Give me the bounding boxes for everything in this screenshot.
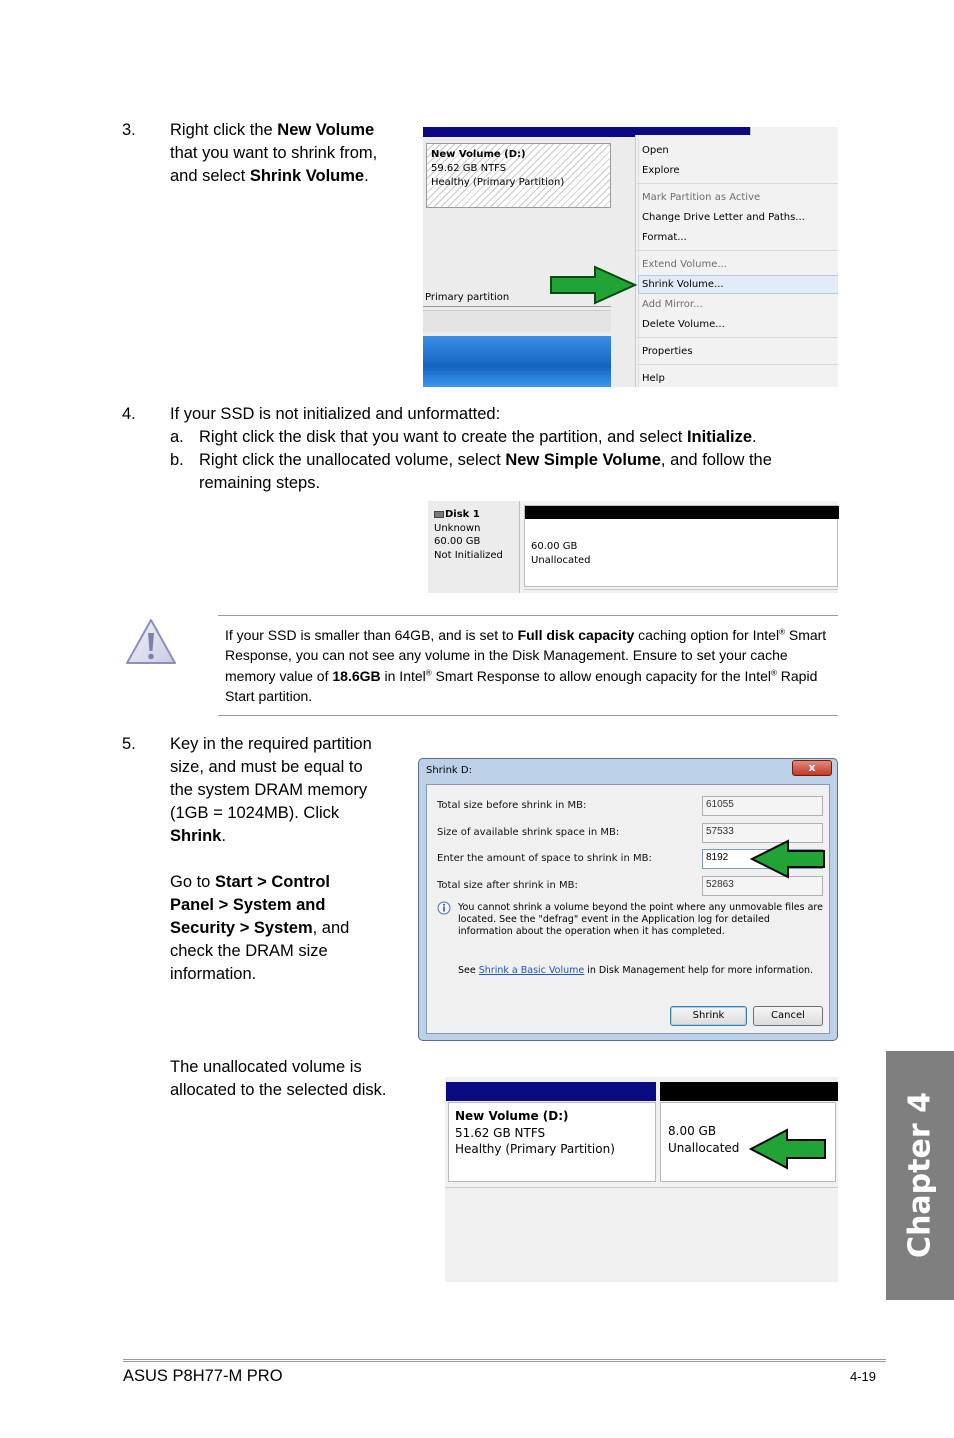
volume-status: Healthy (Primary Partition) xyxy=(431,177,565,188)
menu-shrink-volume[interactable]: Shrink Volume... xyxy=(642,279,724,290)
note-t2: caching option for Intel xyxy=(634,627,780,643)
step-4a-bold-initialize: Initialize xyxy=(686,428,753,446)
menu-open[interactable]: Open xyxy=(642,145,669,156)
legend-primary-partition: Primary partition xyxy=(425,292,510,303)
step-5-text1-end: . xyxy=(221,827,226,845)
dialog-info-text: You cannot shrink a volume beyond the point where any unmovable files are located. See the "defrag" event in the Application log for detailed information about the operation when it has completed. xyxy=(458,902,823,937)
green-arrow-left-icon xyxy=(749,1128,827,1170)
menu-delete-volume[interactable]: Delete Volume... xyxy=(642,319,725,330)
step-3-bold-new-volume: New Volume xyxy=(277,121,375,139)
step-4a-letter: a. xyxy=(170,428,184,446)
note-t6: Rapid Start partition. xyxy=(225,667,818,704)
step-4b-end: , and follow the remaining steps. xyxy=(199,451,772,492)
dialog-close-button[interactable]: x xyxy=(792,760,832,776)
space-size: 60.00 GB xyxy=(531,541,578,552)
note-t1: If your SSD is smaller than 64GB, and is set to xyxy=(225,627,518,643)
volume-header-bar xyxy=(446,1082,656,1101)
footer-rule xyxy=(123,1359,886,1362)
screenshot-context-menu xyxy=(423,127,838,387)
dialog-see-help xyxy=(458,965,813,976)
disk-icon xyxy=(434,511,444,518)
context-menu xyxy=(635,135,838,387)
step-4b-pre: Right click the unallocated volume, select xyxy=(199,451,506,469)
step-5-text2-pre: Go to xyxy=(170,873,215,891)
space-status: Unallocated xyxy=(531,555,591,566)
step-3-text-mid: that you want to shrink from, and select xyxy=(170,144,378,185)
step-5-number: 5. xyxy=(122,735,136,753)
note-top-rule xyxy=(218,615,838,616)
menu-separator xyxy=(636,183,838,184)
legend-strip xyxy=(423,310,611,332)
menu-separator xyxy=(636,250,838,251)
registered-mark: ® xyxy=(770,667,777,677)
dialog-title: Shrink D: xyxy=(426,765,472,776)
note-bold-18-6gb: 18.6GB xyxy=(332,667,381,684)
unallocated-space-block[interactable] xyxy=(524,505,838,587)
bottom-line xyxy=(524,589,838,590)
volume-name: New Volume (D:) xyxy=(455,1109,569,1123)
label-available-shrink: Size of available shrink space in MB: xyxy=(437,827,620,838)
screenshot-disk-not-initialized xyxy=(428,501,838,593)
note-t3: Smart Response, you can not see any volume in the Disk Management. Ensure to set your cache memory value of xyxy=(225,627,827,684)
step-5-text1: Key in the required partition size, and must be equal to the system DRAM memory (1GB = 1024MB). Click xyxy=(170,735,372,822)
disk-size: 60.00 GB xyxy=(434,536,481,547)
shrink-basic-volume-link[interactable]: Shrink a Basic Volume xyxy=(478,965,585,976)
volume-size: 59.62 GB NTFS xyxy=(431,163,507,174)
menu-separator xyxy=(636,337,838,338)
chapter-tab xyxy=(886,1051,954,1300)
space-size: 8.00 GB xyxy=(668,1124,717,1138)
note-text xyxy=(225,625,837,706)
step-3-text-end: . xyxy=(364,167,369,185)
new-volume-partition[interactable] xyxy=(426,143,611,208)
step-5-dram-text xyxy=(170,871,375,986)
step-5-bold-shrink: Shrink xyxy=(170,827,222,845)
note-t5: Smart Response to allow enough capacity for the Intel xyxy=(431,667,771,684)
menu-mark-partition-active: Mark Partition as Active xyxy=(642,192,761,203)
info-icon xyxy=(437,901,451,920)
step-3-bold-shrink-volume: Shrink Volume xyxy=(249,167,365,185)
volume-status: Healthy (Primary Partition) xyxy=(455,1142,615,1156)
menu-separator xyxy=(636,364,838,365)
taskbar-blue xyxy=(423,336,611,387)
disk-status: Not Initialized xyxy=(434,549,503,561)
disk-label-row xyxy=(434,508,503,522)
step-5-bold-path: Start > Control Panel > System and Security > System xyxy=(170,873,331,937)
disk-type: Unknown xyxy=(434,522,481,534)
step-4-text: If your SSD is not initialized and unformatted: xyxy=(170,405,501,423)
warning-icon xyxy=(124,617,178,672)
menu-extend-volume: Extend Volume... xyxy=(642,259,727,270)
unallocated-header-bar xyxy=(525,506,839,519)
step-3-text xyxy=(170,119,395,188)
unallocated-header-bar xyxy=(660,1082,838,1101)
see-pre: See xyxy=(458,965,479,976)
step-3-number: 3. xyxy=(122,121,136,139)
field-total-after: 52863 xyxy=(702,876,823,896)
dialog-body xyxy=(426,784,830,1034)
label-total-after: Total size after shrink in MB: xyxy=(437,880,578,891)
menu-add-mirror: Add Mirror... xyxy=(642,299,703,310)
step-4b-bold-new-simple-volume: New Simple Volume xyxy=(505,451,661,469)
shrink-dialog xyxy=(418,758,838,1041)
footer-page-number: 4-19 xyxy=(850,1369,877,1384)
footer-product-name: ASUS P8H77-M PRO xyxy=(123,1367,283,1385)
menu-change-drive-letter[interactable]: Change Drive Letter and Paths... xyxy=(642,212,805,223)
label-total-before: Total size before shrink in MB: xyxy=(437,800,587,811)
note-bottom-rule xyxy=(218,715,838,716)
disk-name: Disk 1 xyxy=(445,509,480,520)
step-4a-end: . xyxy=(752,428,757,446)
registered-mark: ® xyxy=(779,627,785,637)
step-4-number: 4. xyxy=(122,405,136,423)
shrink-button[interactable]: Shrink xyxy=(670,1006,747,1026)
screenshot-after-shrink xyxy=(445,1077,838,1282)
input-amount-to-shrink[interactable]: 8192 xyxy=(702,849,823,869)
divider-line xyxy=(445,1187,838,1188)
volume-size: 51.62 GB NTFS xyxy=(455,1125,546,1140)
green-arrow-left-icon xyxy=(750,839,826,879)
note-bold-full-disk-capacity: Full disk capacity xyxy=(517,627,635,643)
note-t4: in Intel xyxy=(380,667,426,684)
step-5-text2-end: , and check the DRAM size information. xyxy=(170,919,350,983)
menu-format[interactable]: Format... xyxy=(642,232,687,243)
step-3-text-pre: Right click the xyxy=(170,121,278,139)
space-status: Unallocated xyxy=(668,1140,740,1155)
menu-properties[interactable]: Properties xyxy=(642,346,693,357)
step-4a-pre: Right click the disk that you want to create the partition, and select xyxy=(199,428,687,446)
disk-info-panel[interactable] xyxy=(428,501,520,593)
menu-gutter xyxy=(638,135,639,387)
new-volume-block[interactable] xyxy=(448,1102,656,1182)
chapter-tab-label: Chapter 4 xyxy=(902,1092,938,1258)
field-total-before: 61055 xyxy=(702,796,823,816)
field-available-shrink: 57533 xyxy=(702,823,823,843)
legend-divider xyxy=(423,306,611,307)
step-5-text xyxy=(170,733,390,848)
volume-name: New Volume (D:) xyxy=(431,149,526,160)
see-post: in Disk Management help for more information. xyxy=(584,965,814,976)
menu-help[interactable]: Help xyxy=(642,373,665,384)
step-4a-text xyxy=(199,426,839,449)
label-amount-to-shrink: Enter the amount of space to shrink in MB: xyxy=(437,853,652,864)
step-4b-letter: b. xyxy=(170,451,184,469)
step-4b-text xyxy=(199,449,814,495)
cancel-button[interactable]: Cancel xyxy=(753,1006,823,1026)
registered-mark: ® xyxy=(425,667,432,677)
step-5-result-text: The unallocated volume is allocated to the selected disk. xyxy=(170,1058,387,1099)
green-arrow-right-icon xyxy=(549,265,637,305)
menu-explore[interactable]: Explore xyxy=(642,165,680,176)
